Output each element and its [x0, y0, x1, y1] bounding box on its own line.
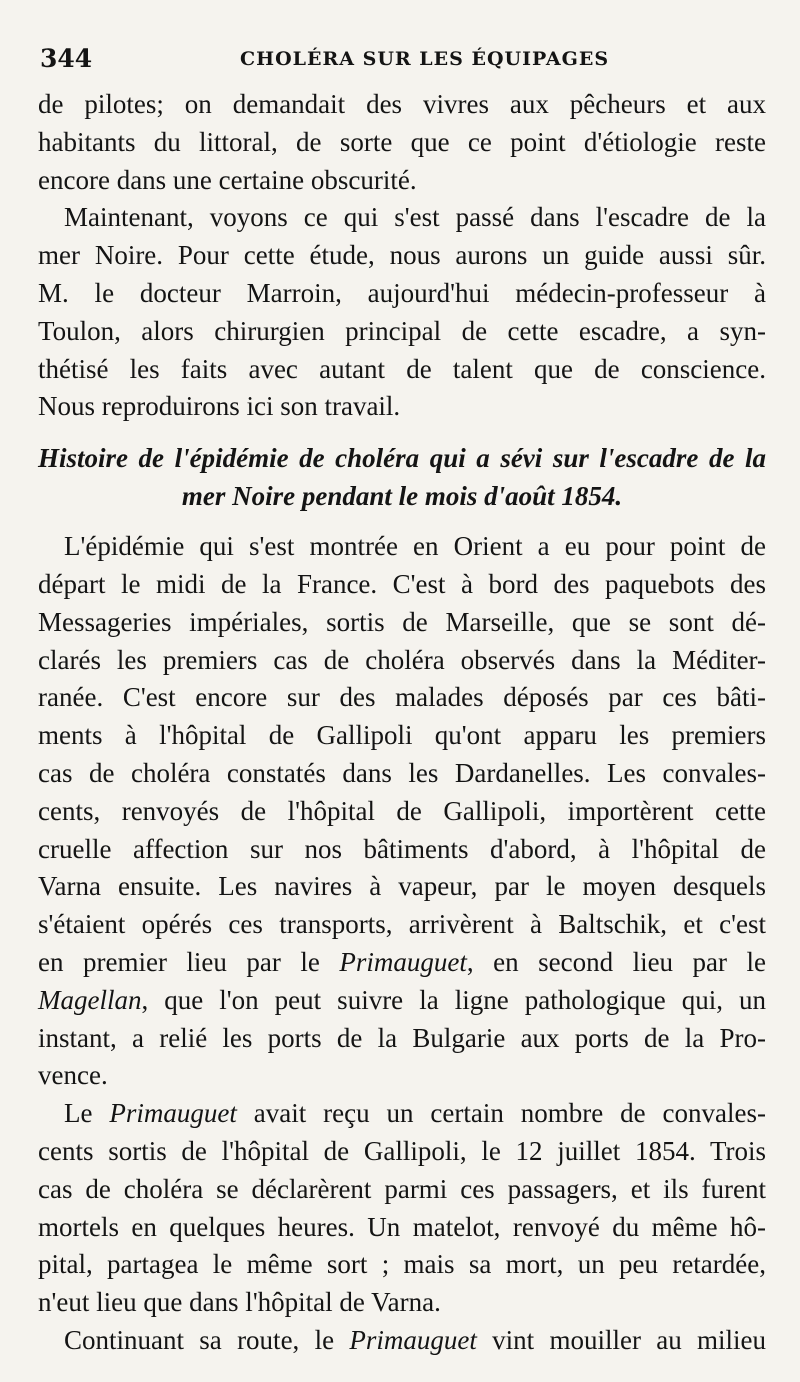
text-line: [38, 982, 766, 1020]
text-line: ments à l'hôpital de Gallipoli qu'ont apparu les premiers: [38, 720, 766, 751]
text-line: Maintenant, voyons ce qui s'est passé dans l'escadre de la: [64, 202, 766, 233]
text-line: Nous reproduirons ici son travail.: [38, 391, 401, 422]
paragraph-3: [38, 528, 766, 1095]
paragraph-1: [38, 86, 766, 199]
text-line: clarés les premiers cas de choléra observés dans la Méditer-: [38, 644, 766, 675]
text-segment: , que l'on peut suivre la ligne pathologique qui, un: [141, 984, 766, 1015]
text-line: ranée. C'est encore sur des malades déposés par ces bâti-: [38, 682, 766, 713]
text-line: encore dans une certaine obscurité.: [38, 164, 417, 195]
section-heading: [38, 440, 766, 516]
text-line: instant, a relié les ports de la Bulgarie aux ports de la Pro-: [38, 1022, 766, 1053]
running-title: CHOLÉRA SUR LES ÉQUIPAGES: [240, 48, 610, 70]
heading-line: Histoire de l'épidémie de choléra qui a sévi sur l'escadre de la: [38, 443, 766, 474]
paragraph-4: [38, 1095, 766, 1322]
paragraph-5: [38, 1322, 766, 1360]
text-segment: , en second lieu par le: [466, 946, 767, 977]
text-segment: Le: [64, 1098, 110, 1129]
text-line: de pilotes; on demandait des vivres aux pêcheurs et aux: [38, 89, 766, 119]
text-line: cas de choléra constatés dans les Dardanelles. Les convales-: [38, 757, 766, 788]
text-line: M. le docteur Marroin, aujourd'hui médecin-professeur à: [38, 277, 766, 308]
paragraph-2: [38, 199, 766, 426]
text-line: cents sortis de l'hôpital de Gallipoli, le 12 juillet 1854. Trois: [38, 1135, 766, 1166]
text-line: vence.: [38, 1060, 108, 1091]
text-line: Messageries impériales, sortis de Marseille, que se sont dé-: [38, 606, 766, 637]
text-line: mortels en quelques heures. Un matelot, renvoyé du même hô-: [38, 1211, 766, 1242]
ship-name: Primauguet: [339, 946, 467, 977]
text-line: n'eut lieu que dans l'hôpital de Varna.: [38, 1287, 441, 1318]
text-line: Varna ensuite. Les navires à vapeur, par le moyen desquels: [38, 871, 766, 902]
text-line: habitants du littoral, de sorte que ce point d'étiologie reste: [38, 126, 766, 157]
text-line: départ le midi de la France. C'est à bord des paquebots des: [38, 568, 766, 599]
text-segment: vint mouiller au milieu: [476, 1324, 766, 1355]
ship-name: Primauguet: [349, 1324, 477, 1355]
page-body: [38, 86, 766, 1360]
text-line: mer Noire. Pour cette étude, nous aurons un guide aussi sûr.: [38, 240, 766, 271]
text-line: cents, renvoyés de l'hôpital de Gallipoli, importèrent cette: [38, 795, 766, 826]
text-segment: avait reçu un certain nombre de convales-: [236, 1098, 766, 1129]
text-segment: en premier lieu par le: [38, 946, 340, 977]
text-line: cas de choléra se déclarèrent parmi ces passagers, et ils furent: [38, 1173, 766, 1204]
text-line: s'étaient opérés ces transports, arrivèrent à Baltschik, et c'est: [38, 909, 766, 940]
text-line: [38, 1322, 766, 1360]
text-line: thétisé les faits avec autant de talent que de conscience.: [38, 353, 766, 384]
page-number: 344: [40, 44, 93, 73]
running-head: [40, 44, 780, 74]
text-line: pital, partagea le même sort ; mais sa mort, un peu retardée,: [38, 1249, 766, 1280]
text-line: cruelle affection sur nos bâtiments d'abord, à l'hôpital de: [38, 833, 766, 864]
heading-line: mer Noire pendant le mois d'août 1854.: [181, 481, 623, 512]
text-line: L'épidémie qui s'est montrée en Orient a eu pour point de: [64, 531, 766, 562]
text-line: [38, 1095, 766, 1133]
ship-name: Primauguet: [109, 1098, 237, 1129]
text-line: Toulon, alors chirurgien principal de cette escadre, a syn-: [38, 315, 766, 346]
text-segment: Continuant sa route, le: [64, 1324, 350, 1355]
ship-name: Magellan: [38, 984, 142, 1015]
text-line: [38, 944, 766, 982]
